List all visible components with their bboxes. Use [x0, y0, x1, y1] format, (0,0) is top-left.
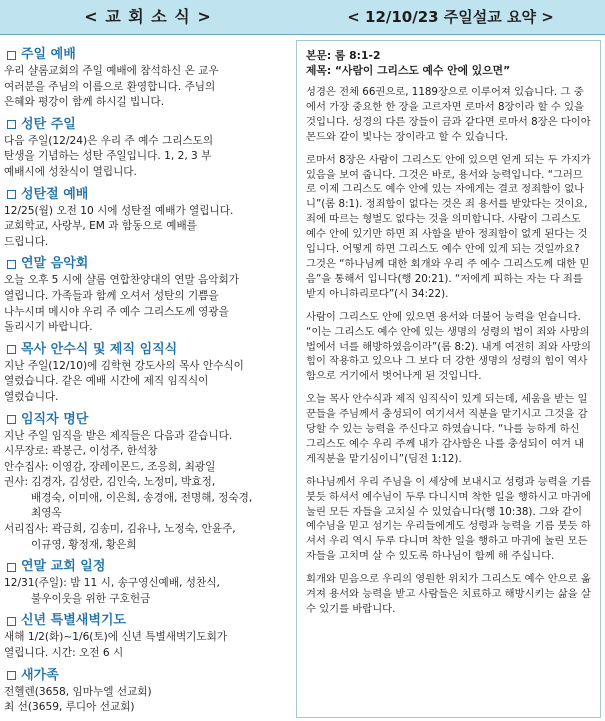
section-body	[4, 429, 290, 554]
sermon-paragraph: 사람이 그리스도 안에 있으면 용서와 더불어 능력을 얻습니다. “이는 그리스도 예수 안에 있는 생명의 성령의 법이 죄와 사망의 법에서 너를 해방하였음이라”(롬 8:2). 내게 여전히 죄와 사망의 힘이 작용하고 있으나 그 보다 더 강한 생명의 성령의 힘이 역사함으로 거기에서 벗어나게 된 것입니다.	[306, 310, 591, 383]
church-news-heading: < 교 회 소 식 >	[84, 7, 212, 26]
news-section-new-family	[4, 667, 290, 716]
square-bullet-icon	[7, 671, 16, 680]
header-bar	[0, 0, 605, 35]
square-bullet-icon	[7, 563, 16, 572]
section-title: 연말 음악회	[21, 256, 89, 272]
square-bullet-icon	[7, 617, 16, 626]
sermon-paragraph: 성경은 전체 66권으로, 1189장으로 이루어져 있습니다. 그 중에서 가장 중요한 한 장을 고르자면 로마서 8장이라 할 수 있을 것입니다. 성경의 다른 장들이 금과 같다면 로마서 8장은 다이아몬드와 같이 빛나는 장이라고 할 수 있습니다.	[306, 86, 591, 143]
section-body	[4, 204, 290, 251]
section-body	[4, 134, 290, 181]
sermon-paragraph: 회개와 믿음으로 우리의 영원한 위치가 그리스도 예수 안으로 옮겨져 용서와 능력을 받고 사람들은 치료하고 해방시키는 삶을 살 수 있기를 바랍니다.	[306, 573, 591, 615]
section-line: 열립니다. 시간: 오전 6 시	[4, 647, 124, 660]
news-section-year-end-schedule	[4, 558, 290, 607]
section-line: 교회학교, 사랑부, EM 과 함동으로 예배를	[4, 220, 197, 233]
section-line: 탄생을 기념하는 성탄 주일입니다. 1, 2, 3 부	[4, 150, 212, 163]
section-line: 나누시며 메시야 우리 주 예수 그리스도께 영광을	[4, 305, 229, 318]
section-title: 새가족	[21, 667, 59, 683]
section-line: 열렸습니다.	[4, 390, 59, 403]
square-bullet-icon	[7, 190, 16, 199]
section-line: 예배시에 성찬식이 열립니다.	[4, 165, 137, 178]
section-line: 최영옥	[31, 507, 62, 520]
sermon-title: 제목: “사람이 그리스도 예수 안에 있으면”	[306, 64, 511, 77]
section-body	[4, 64, 290, 111]
section-line: 이규영, 황정재, 황은희	[31, 538, 137, 551]
section-body	[4, 359, 290, 406]
section-body	[4, 576, 290, 607]
section-line: 지난 주일(12/10)에 김학현 강도사의 목사 안수식이	[4, 359, 244, 372]
section-title: 신년 특별새벽기도	[21, 613, 126, 629]
section-body	[4, 685, 290, 716]
section-line: 배경숙, 이미애, 이은희, 송경애, 전명해, 정숙경,	[31, 491, 253, 504]
news-section-concert	[4, 255, 290, 335]
section-line: 돌리시기 바랍니다.	[4, 321, 93, 334]
square-bullet-icon	[7, 260, 16, 269]
news-section-ordination	[4, 341, 290, 406]
section-line: 은혜와 평강이 함께 하시길 빕니다.	[4, 96, 165, 109]
news-section-sunday-service	[4, 46, 290, 111]
sermon-paragraph: 오늘 목사 안수식과 제직 임직식이 있게 되는데, 세움을 받는 일꾼들을 주님께서 충성되이 여기셔서 직분을 맡기시고 그것을 감당할 수 있는 능력을 주신다고 하였습니다. “나를 능하게 하신 그리스도 예수 우리 주께 내가 감사함은 나를 충성되이 여겨 내게직분을 맡기심이니”(딤전 1:12).	[306, 393, 588, 465]
section-line: 서리집사: 곽금희, 김송미, 김유나, 노정숙, 안윤주,	[4, 523, 236, 536]
section-line: 드립니다.	[4, 235, 49, 248]
section-title: 연말 교회 일정	[21, 559, 106, 575]
section-line: 지난 주일 임직을 받은 제직들은 다음과 같습니다.	[4, 429, 233, 442]
sermon-paragraph: 하나님께서 우리 주님을 이 세상에 보내시고 성령과 능력을 기름 붓듯 하셔서 예수님이 두루 다니시며 착한 일을 행하시고 마귀에 눌린 모든 자들을 고치실 수 있었습니다(행 10:38). 그와 같이 예수님을 믿고 섬기는 우리들에게도 성령과 능력을 기름 붓듯 하셔서 우리 역시 두루 다니며 착한 일을 행하고 마귀에 눌린 모든 자들을 고치며 살 수 있도록 하나님이 함께 해 주십니다.	[306, 475, 591, 563]
section-line: 오늘 오후 5 시에 샬롬 연합찬양대의 연말 음악회가	[4, 274, 239, 287]
section-line: 열립니다. 가족들과 함께 오셔서 성탄의 기쁨을	[4, 289, 219, 302]
square-bullet-icon	[7, 51, 16, 60]
sermon-summary-heading: < 12/10/23 주일설교 요약 >	[347, 8, 554, 26]
section-line: 우리 샬롬교회의 주일 예배에 참석하신 온 교우	[4, 65, 219, 77]
section-line: 전헬렌(3658, 임마누엘 선교회)	[4, 685, 152, 698]
section-line: 12/25(월) 오전 10 시에 성탄절 예배가 열립니다.	[4, 204, 234, 217]
sermon-scripture: 본문: 롬 8:1-2	[306, 49, 381, 62]
church-news-column	[4, 46, 290, 718]
section-line: 열렸습니다. 같은 예배 시간에 제직 임직식이	[4, 375, 209, 388]
sermon-summary-panel	[296, 40, 601, 718]
section-title: 목사 안수식 및 제직 임직식	[21, 341, 178, 357]
section-line: 불우이웃을 위한 구호헌금	[31, 592, 151, 605]
section-title: 성탄절 예배	[21, 186, 89, 202]
section-line: 최 선(3659, 루디아 선교회)	[4, 701, 135, 714]
square-bullet-icon	[7, 415, 16, 424]
section-line: 시무장로: 곽봉근, 이성주, 한석창	[4, 445, 158, 458]
section-body	[4, 630, 290, 661]
section-line: 다음 주일(12/24)은 우리 주 예수 그리스도의	[4, 134, 214, 147]
sermon-meta	[306, 48, 592, 78]
section-title: 임직자 명단	[21, 411, 89, 427]
news-section-christmas-sunday	[4, 116, 290, 181]
section-line: 안수집사: 이영감, 장레이몬드, 조응희, 최광일	[4, 460, 216, 473]
news-section-new-year-prayer	[4, 612, 290, 661]
section-line: 12/31(주일): 밤 11 시, 송구영신예배, 성찬식,	[4, 577, 220, 590]
section-title: 주일 예배	[21, 47, 76, 62]
news-section-christmas-day-service	[4, 186, 290, 251]
square-bullet-icon	[7, 345, 16, 354]
section-line: 새해 1/2(화)~1/6(토)에 신년 특별새벽기도회가	[4, 631, 228, 644]
sermon-paragraph: 로마서 8장은 사람이 그리스도 안에 있으면 얻게 되는 두 가지가 있음을 보여 줍니다. 그것은 바로, 용서와 능력입니다. “그러므로 이제 그리스도 예수 안에 있는 자에게는 결코 정죄함이 없나니”(롬 8:1). 정죄함이 없다는 것은 죄 용서를 받았다는 것이요, 죄에 따르는 형벌도 없다는 것을 의미합니다. 사람이 그리스도 예수 안에 있기만 하면 죄 사함을 받아 정죄함이 없게 된다는 것입니다. 어떻게 하면 그리스도 예수 안에 있게 되는 것일까요? 그것은 “하나님께 대한 회개와 우리 주 예수 그리스도께 대한 믿음”을 통해서 입니다(행 20:21). “저에게 피하는 자는 다 죄를 받지 아니하리로다”(시 34:22).	[306, 153, 591, 300]
section-line: 여러분을 주님의 이름으로 환영합니다. 주님의	[4, 80, 216, 93]
section-title: 성탄 주일	[21, 116, 76, 132]
news-section-ordained-list	[4, 411, 290, 554]
section-body	[4, 273, 290, 335]
square-bullet-icon	[7, 120, 16, 129]
section-line: 권사: 김경자, 김성란, 김인숙, 노정미, 박효정,	[4, 476, 216, 489]
